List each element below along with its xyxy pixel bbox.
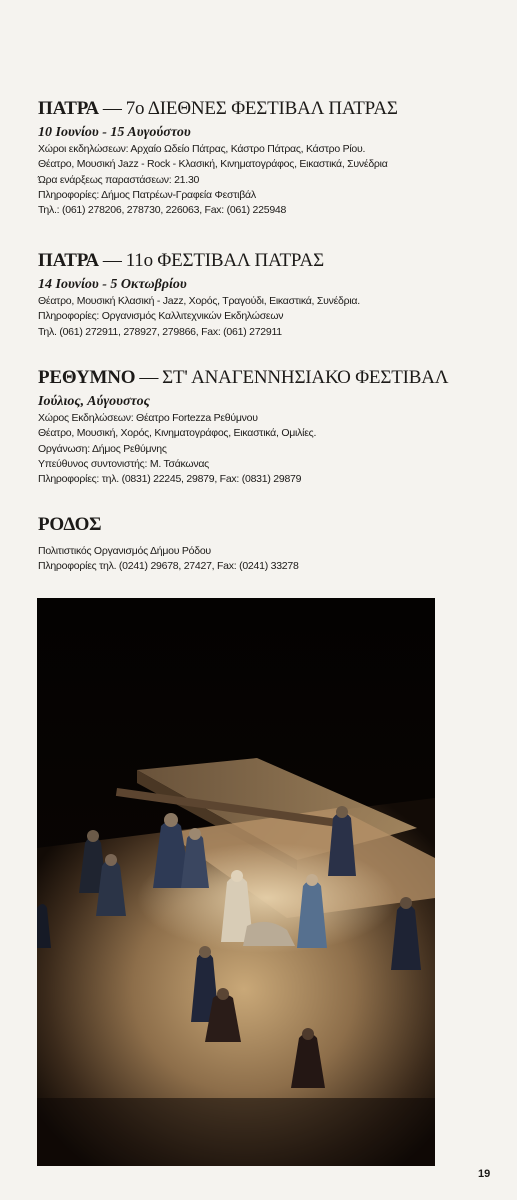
detail-line: Θέατρο, Μουσική Jazz - Rock - Κλασική, Κινηματογράφος, Εικαστικά, Συνέδρια [38, 158, 388, 171]
detail-line: Θέατρο, Μουσική Κλασική - Jazz, Χορός, Τραγούδι, Εικαστικά, Συνέδρια. [38, 295, 360, 307]
detail-line: Πολιτιστικός Οργανισμός Δήμου Ρόδου [38, 545, 211, 557]
festival-details [38, 294, 478, 340]
festival-heading [38, 250, 478, 272]
detail-line: Θέατρο, Μουσική, Χορός, Κινηματογράφος, Εικαστικά, Ομιλίες. [38, 427, 317, 440]
city-name: ΠΑΤΡΑ [38, 250, 99, 271]
festival-heading [38, 367, 478, 389]
heading-dash: — [102, 98, 122, 119]
festival-details [38, 411, 478, 487]
detail-line: Τηλ.: (061) 278206, 278730, 226063, Fax: (061) 225948 [38, 204, 287, 217]
detail-line: Πληροφορίες τηλ. (0241) 29678, 27427, Fax: (0241) 33278 [38, 560, 299, 573]
detail-line: Πληροφορίες: Δήμος Πατρέων-Γραφεία Φεστιβάλ [38, 188, 256, 201]
festival-name: 7ο ΔΙΕΘΝΕΣ ΦΕΣΤΙΒΑΛ ΠΑΤΡΑΣ [125, 98, 398, 119]
city-name: ΡΕΘΥΜΝΟ [38, 367, 136, 388]
festival-name: 11ο ΦΕΣΤΙΒΑΛ ΠΑΤΡΑΣ [125, 250, 324, 271]
heading-dash: — [102, 250, 122, 271]
festival-entry-rethymno [38, 367, 478, 487]
theatre-performance-photo [37, 598, 435, 1166]
detail-line: Πληροφορίες: Οργανισμός Καλλιτεχνικών Εκδηλώσεων [38, 310, 284, 323]
festival-heading [38, 514, 478, 536]
detail-line: Χώροι εκδηλώσεων: Αρχαίο Ωδείο Πάτρας, Κάστρο Πάτρας, Κάστρο Ρίου. [38, 143, 366, 155]
photo-illustration [37, 598, 435, 1166]
detail-line: Τηλ. (061) 272911, 278927, 279866, Fax: (061) 272911 [38, 325, 282, 338]
festival-dates: 10 Ιουνίου - 15 Αυγούστου [38, 125, 191, 140]
heading-dash: — [139, 367, 159, 388]
festival-name: ΣΤ' ΑΝΑΓΕΝΝΗΣΙΑΚΟ ΦΕΣΤΙΒΑΛ [162, 367, 449, 388]
festival-details [38, 142, 478, 218]
festival-entry-patra-11 [38, 250, 478, 340]
detail-line: Ώρα ενάρξεως παραστάσεων: 21.30 [38, 173, 200, 186]
detail-line: Χώρος Εκδηλώσεων: Θέατρο Fortezza Ρεθύμνου [38, 412, 258, 424]
detail-line: Οργάνωση: Δήμος Ρεθύμνης [38, 442, 167, 455]
city-name: ΡΟΔΟΣ [38, 514, 102, 535]
city-name: ΠΑΤΡΑ [38, 98, 99, 119]
festival-dates: 14 Ιουνίου - 5 Οκτωβρίου [38, 277, 187, 292]
detail-line: Υπεύθυνος συντονιστής: Μ. Τσάκωνας [38, 457, 209, 470]
festival-heading [38, 98, 478, 120]
festival-entry-patra-7 [38, 98, 478, 218]
page-number: 19 [478, 1168, 491, 1180]
festival-dates: Ιούλιος, Αύγουστος [38, 394, 150, 409]
detail-line: Πληροφορίες: τηλ. (0831) 22245, 29879, Fax: (0831) 29879 [38, 473, 302, 486]
festival-entry-rodos [38, 514, 478, 575]
festival-details [38, 544, 478, 575]
